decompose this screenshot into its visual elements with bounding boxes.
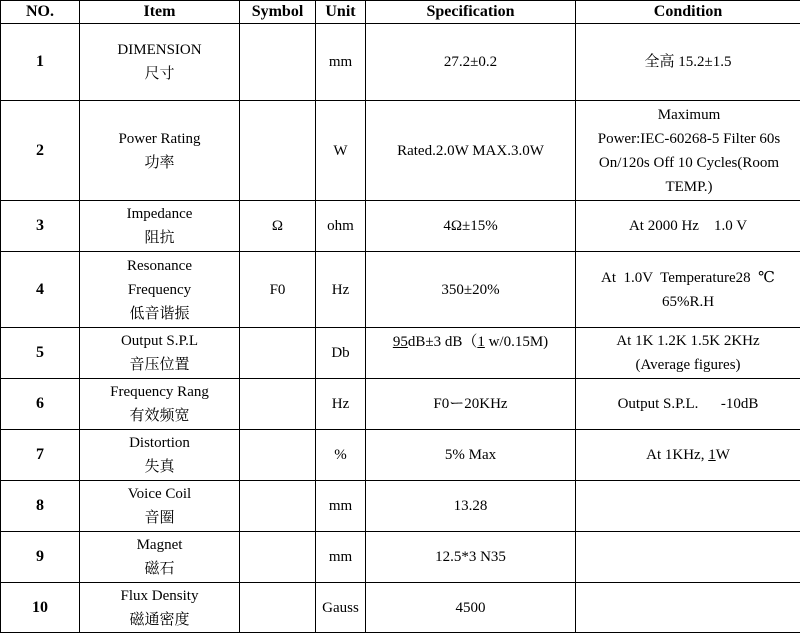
symbol-cell [240, 481, 316, 532]
condition-cell [576, 201, 800, 252]
spec-part-underlined: 95 [393, 334, 408, 350]
item-chinese: 磁石 [84, 557, 235, 581]
unit-cell: % [316, 430, 366, 481]
header-symbol: Symbol [240, 1, 316, 24]
row-number: 2 [1, 101, 80, 201]
row-number: 1 [1, 24, 80, 101]
unit-cell: mm [316, 481, 366, 532]
unit-cell: ohm [316, 201, 366, 252]
item-cell [80, 532, 240, 583]
header-specification: Specification [366, 1, 576, 24]
table-row [1, 328, 800, 379]
item-cell [80, 201, 240, 252]
item-chinese: 有效频宽 [84, 404, 235, 428]
condition-cell [576, 430, 800, 481]
condition-line: Power:IEC-60268-5 Filter 60s [582, 127, 796, 151]
unit-cell: Hz [316, 252, 366, 328]
spec-part: dB±3 dB（ [408, 334, 478, 350]
condition-cell [576, 101, 800, 201]
condition-part-underlined: 1 [708, 447, 716, 463]
row-number: 9 [1, 532, 80, 583]
item-cell [80, 101, 240, 201]
symbol-cell [240, 532, 316, 583]
spec-cell: 350±20% [366, 252, 576, 328]
condition-part: At 1KHz, [646, 447, 708, 463]
condition-line: (Average figures) [580, 353, 796, 377]
item-chinese: 阻抗 [84, 226, 235, 250]
item-chinese: 音圈 [84, 506, 235, 530]
condition-cell [576, 532, 800, 583]
item-english: Magnet [84, 533, 235, 557]
table-row [1, 24, 800, 101]
table-row [1, 532, 800, 583]
table-row [1, 101, 800, 201]
condition-cell [576, 252, 800, 328]
table-row [1, 430, 800, 481]
row-number: 10 [1, 583, 80, 633]
item-english: Output S.P.L [84, 329, 235, 353]
spec-cell: 4Ω±15% [366, 201, 576, 252]
item-cell [80, 328, 240, 379]
item-english: Frequency Rang [84, 380, 235, 404]
spec-cell: 4500 [366, 583, 576, 633]
unit-cell: Db [316, 328, 366, 379]
condition-line: TEMP.) [582, 175, 796, 199]
item-english: DIMENSION [84, 38, 235, 62]
spec-cell [366, 328, 576, 379]
spec-cell: 13.28 [366, 481, 576, 532]
condition-cell [576, 24, 800, 101]
condition-cell [576, 328, 800, 379]
item-cell [80, 481, 240, 532]
header-condition: Condition [576, 1, 800, 24]
symbol-cell [240, 101, 316, 201]
row-number: 7 [1, 430, 80, 481]
unit-cell: mm [316, 24, 366, 101]
condition-cell [576, 481, 800, 532]
spec-part: w/0.15M) [485, 334, 548, 350]
item-chinese: 尺寸 [84, 62, 235, 86]
item-english: Impedance [84, 202, 235, 226]
row-number: 8 [1, 481, 80, 532]
row-number: 4 [1, 252, 80, 328]
condition-line: On/120s Off 10 Cycles(Room [582, 151, 796, 175]
symbol-cell [240, 583, 316, 633]
symbol-cell [240, 430, 316, 481]
unit-cell: W [316, 101, 366, 201]
row-number: 6 [1, 379, 80, 430]
item-english: Distortion [84, 431, 235, 455]
item-chinese: 低音谐振 [84, 302, 235, 326]
symbol-cell: F0 [240, 252, 316, 328]
item-cell [80, 24, 240, 101]
header-unit: Unit [316, 1, 366, 24]
item-english: Voice Coil [84, 482, 235, 506]
condition-line: At 2000 Hz 1.0 V [580, 214, 796, 238]
table-row [1, 252, 800, 328]
spec-cell: 5% Max [366, 430, 576, 481]
table-row [1, 379, 800, 430]
condition-part: W [716, 447, 730, 463]
condition-line: At 1K 1.2K 1.5K 2KHz [580, 329, 796, 353]
item-chinese: 失真 [84, 455, 235, 479]
item-english: Flux Density [84, 584, 235, 608]
condition-line: Maximum [582, 103, 796, 127]
spec-cell: F0ー20KHz [366, 379, 576, 430]
item-cell [80, 252, 240, 328]
item-cell [80, 430, 240, 481]
item-chinese: 磁通密度 [84, 608, 235, 632]
spec-cell: 12.5*3 N35 [366, 532, 576, 583]
table-row [1, 583, 800, 633]
item-cell [80, 379, 240, 430]
item-english: Power Rating [84, 127, 235, 151]
header-no: NO. [1, 1, 80, 24]
symbol-cell [240, 379, 316, 430]
item-english: Resonance [84, 254, 235, 278]
table-row [1, 201, 800, 252]
spec-part-underlined: 1 [477, 334, 485, 350]
unit-cell: Gauss [316, 583, 366, 633]
spec-cell: Rated.2.0W MAX.3.0W [366, 101, 576, 201]
row-number: 5 [1, 328, 80, 379]
unit-cell: mm [316, 532, 366, 583]
item-chinese: 功率 [84, 151, 235, 175]
table-row [1, 481, 800, 532]
unit-cell: Hz [316, 379, 366, 430]
item-cell [80, 583, 240, 633]
symbol-cell [240, 24, 316, 101]
row-number: 3 [1, 201, 80, 252]
condition-line: Output S.P.L. -10dB [580, 392, 796, 416]
item-english-2: Frequency [84, 278, 235, 302]
condition-line: 全高 15.2±1.5 [580, 50, 796, 74]
spec-cell: 27.2±0.2 [366, 24, 576, 101]
header-item: Item [80, 1, 240, 24]
item-chinese: 音压位置 [84, 353, 235, 377]
condition-cell [576, 583, 800, 633]
condition-line: 65%R.H [580, 290, 796, 314]
symbol-cell: Ω [240, 201, 316, 252]
symbol-cell [240, 328, 316, 379]
header-row [1, 1, 800, 24]
condition-cell [576, 379, 800, 430]
condition-line: At 1.0V Temperature28 ℃ [580, 266, 796, 290]
